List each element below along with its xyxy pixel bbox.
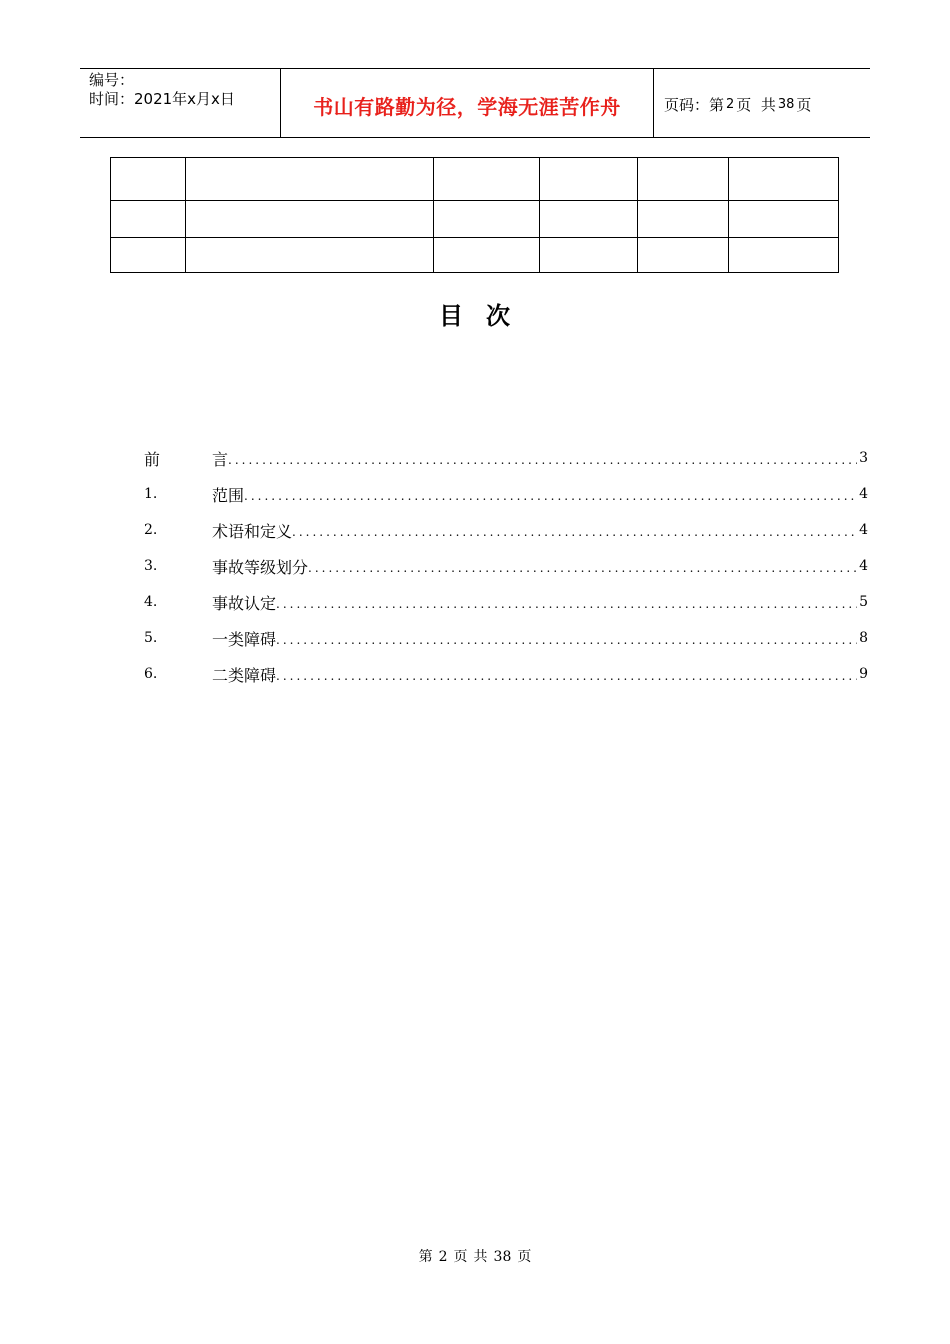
toc-entry-number: 3.	[144, 558, 158, 574]
page-footer	[0, 1246, 950, 1266]
toc-entry-number: 2.	[144, 522, 158, 538]
footer-text: 第	[418, 1249, 433, 1265]
toc-entry-title: 事故等级划分	[212, 557, 309, 577]
toc-entry-scope[interactable]	[144, 476, 868, 512]
page-prefix: 页码：第	[664, 95, 725, 114]
toc-entry-title: 言	[212, 449, 229, 469]
table-row	[111, 238, 839, 273]
toc-entry-page: 4	[859, 486, 868, 502]
header-motto-cell	[281, 69, 654, 137]
toc-leader-dots	[308, 557, 857, 575]
toc-leader-dots	[276, 593, 857, 611]
toc-entry-number: 5.	[144, 630, 158, 646]
table-cell	[729, 158, 839, 201]
document-time: 时间：2021年x月x日	[89, 90, 235, 108]
table-cell	[186, 201, 434, 238]
toc-entry-determination[interactable]	[144, 584, 868, 620]
table-cell	[638, 201, 729, 238]
toc-entry-number: 1.	[144, 486, 158, 502]
page-total: 38	[777, 96, 795, 112]
toc-entry-title: 二类障碍	[212, 665, 277, 685]
page-current: 2	[726, 96, 735, 112]
toc-entry-preface[interactable]	[144, 440, 868, 476]
header-meta	[80, 69, 281, 137]
toc-title-first: 目	[439, 302, 464, 330]
page-suffix: 页	[796, 95, 812, 114]
table-cell	[186, 158, 434, 201]
table-cell	[540, 201, 638, 238]
footer-text: 页	[517, 1249, 532, 1265]
toc-title	[0, 296, 950, 331]
toc-entry-number: 6.	[144, 666, 158, 682]
revision-table	[110, 157, 839, 273]
header-motto: 书山有路勤为径，学海无涯苦作舟	[313, 94, 621, 119]
toc-entry-page: 3	[859, 450, 868, 466]
toc-entry-terms[interactable]	[144, 512, 868, 548]
toc-leader-dots	[276, 665, 857, 683]
toc-leader-dots	[276, 629, 857, 647]
toc-entry-page: 8	[859, 630, 868, 646]
table-row	[111, 158, 839, 201]
toc-leader-dots	[292, 521, 857, 539]
toc-entry-title: 范围	[212, 485, 245, 505]
toc-entry-page: 9	[859, 666, 868, 682]
toc-entry-page: 4	[859, 558, 868, 574]
footer-text: 页	[453, 1249, 468, 1265]
table-cell	[434, 158, 540, 201]
toc-entry-levels[interactable]	[144, 548, 868, 584]
footer-page-total: 38	[493, 1249, 512, 1265]
toc-entry-number: 前	[144, 449, 161, 469]
toc-entry-page: 4	[859, 522, 868, 538]
table-row	[111, 201, 839, 238]
toc-entry-number: 4.	[144, 594, 158, 610]
table-cell	[434, 238, 540, 273]
toc-leader-dots	[244, 485, 857, 503]
table-of-contents	[144, 440, 868, 692]
table-cell	[111, 158, 186, 201]
table-cell	[638, 238, 729, 273]
document-code-label: 编号：	[89, 71, 135, 89]
page-mid: 页 共	[736, 95, 776, 114]
table-cell	[638, 158, 729, 201]
table-cell	[729, 238, 839, 273]
footer-text: 共	[473, 1249, 488, 1265]
toc-entry-page: 5	[859, 594, 868, 610]
footer-page-current: 2	[438, 1249, 448, 1265]
table-cell	[540, 238, 638, 273]
toc-entry-title: 一类障碍	[212, 629, 277, 649]
toc-entry-title: 事故认定	[212, 593, 277, 613]
table-cell	[434, 201, 540, 238]
table-cell	[729, 201, 839, 238]
toc-title-second: 次	[486, 302, 511, 330]
toc-entry-class-one[interactable]	[144, 620, 868, 656]
header-page-info	[654, 69, 870, 137]
toc-entry-class-two[interactable]	[144, 656, 868, 692]
table-cell	[186, 238, 434, 273]
table-cell	[111, 201, 186, 238]
toc-leader-dots	[228, 449, 857, 467]
table-cell	[540, 158, 638, 201]
page-header	[80, 68, 870, 138]
table-cell	[111, 238, 186, 273]
toc-entry-title: 术语和定义	[212, 521, 293, 541]
